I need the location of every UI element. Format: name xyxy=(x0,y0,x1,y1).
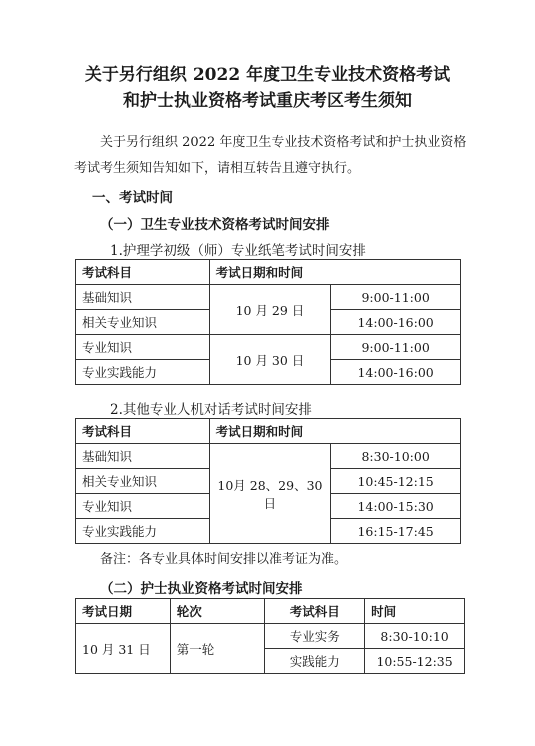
cell-time: 10:45-12:15 xyxy=(331,469,461,494)
cell-subject: 实践能力 xyxy=(265,649,365,674)
cell-time: 10:55-12:35 xyxy=(365,649,465,674)
subsection-heading-nurse: （二）护士执业资格考试时间安排 xyxy=(100,581,303,597)
schedule-table-nurse xyxy=(75,598,465,674)
header-subject: 考试科目 xyxy=(76,260,210,285)
header-round: 轮次 xyxy=(170,599,265,624)
table-header-row xyxy=(76,599,465,624)
cell-subject: 专业知识 xyxy=(76,494,210,519)
cell-time: 8:30-10:10 xyxy=(365,624,465,649)
cell-subject: 相关专业知识 xyxy=(76,310,210,335)
cell-subject: 专业实践能力 xyxy=(76,519,210,544)
cell-time: 14:00-16:00 xyxy=(331,360,461,385)
cell-date: 10 月 31 日 xyxy=(76,624,171,674)
header-subject: 考试科目 xyxy=(265,599,365,624)
schedule-note: 备注：各专业具体时间安排以准考证为准。 xyxy=(100,552,348,567)
table-row xyxy=(76,624,465,649)
section-heading-exam-time: 一、考试时间 xyxy=(92,190,173,206)
cell-time: 14:00-16:00 xyxy=(331,310,461,335)
cell-subject: 专业知识 xyxy=(76,335,210,360)
cell-time: 8:30-10:00 xyxy=(331,444,461,469)
cell-date: 10月 28、29、30日 xyxy=(209,444,331,544)
cell-subject: 基础知识 xyxy=(76,444,210,469)
cell-time: 16:15-17:45 xyxy=(331,519,461,544)
table-row xyxy=(76,444,461,469)
item-heading-paper-exam: 1.护理学初级（师）专业纸笔考试时间安排 xyxy=(110,243,366,259)
header-subject: 考试科目 xyxy=(76,419,210,444)
schedule-table-computer xyxy=(75,418,461,544)
cell-round: 第一轮 xyxy=(170,624,265,674)
cell-time: 9:00-11:00 xyxy=(331,285,461,310)
cell-subject: 专业实践能力 xyxy=(76,360,210,385)
cell-subject: 相关专业知识 xyxy=(76,469,210,494)
cell-subject: 基础知识 xyxy=(76,285,210,310)
cell-time: 9:00-11:00 xyxy=(331,335,461,360)
cell-time: 14:00-15:30 xyxy=(331,494,461,519)
schedule-table-paper xyxy=(75,259,461,385)
document-title-line2: 和护士执业资格考试重庆考区考生须知 xyxy=(123,91,412,111)
table-header-row xyxy=(76,260,461,285)
header-datetime: 考试日期和时间 xyxy=(209,419,460,444)
header-time: 时间 xyxy=(365,599,465,624)
item-heading-computer-exam: 2.其他专业人机对话考试时间安排 xyxy=(110,402,312,418)
cell-date: 10 月 29 日 xyxy=(209,285,331,335)
header-datetime: 考试日期和时间 xyxy=(209,260,460,285)
document-title-line1: 关于另行组织 2022 年度卫生专业技术资格考试 xyxy=(84,65,451,85)
subsection-heading-health-tech: （一）卫生专业技术资格考试时间安排 xyxy=(100,217,330,233)
cell-subject: 专业实务 xyxy=(265,624,365,649)
cell-date: 10 月 30 日 xyxy=(209,335,331,385)
table-row xyxy=(76,335,461,360)
table-row xyxy=(76,285,461,310)
intro-paragraph: 关于另行组织 2022 年度卫生专业技术资格考试和护士执业资格考试考生须知告知如下，请相互转告且遵守执行。 xyxy=(74,135,467,176)
header-date: 考试日期 xyxy=(76,599,171,624)
table-header-row xyxy=(76,419,461,444)
